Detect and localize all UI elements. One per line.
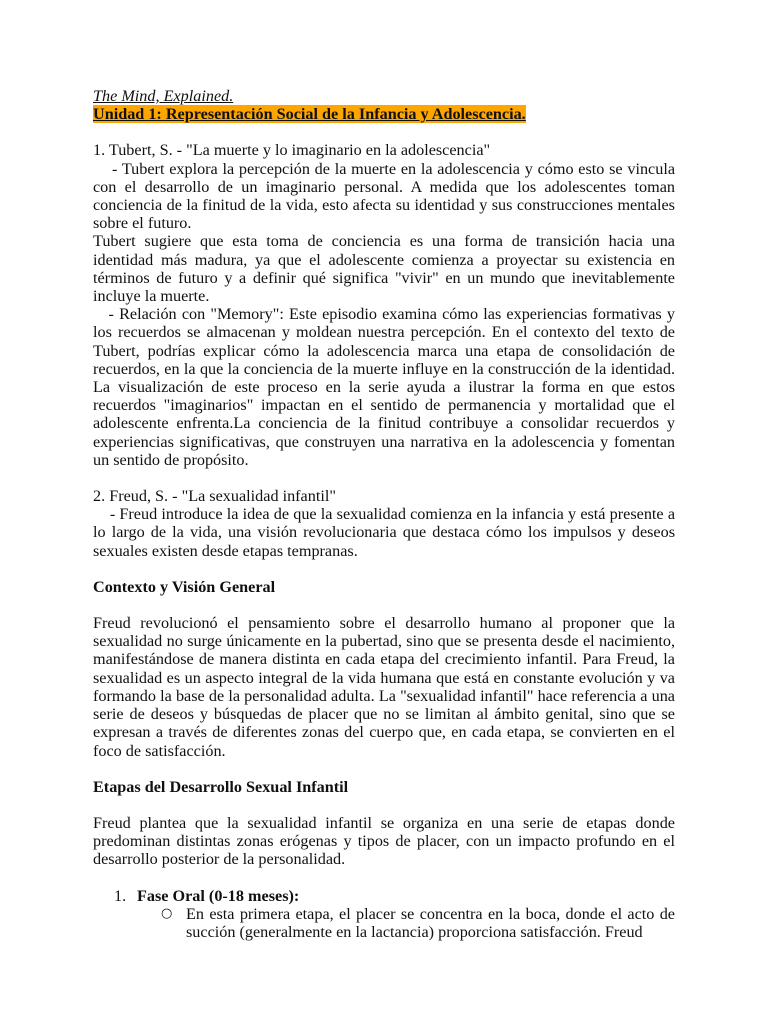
section1-paragraph-3: - Relación con "Memory": Este episodio examina cómo las experiencias formativas y los recuerdos se almacenan y moldean nuestra percepción. En el contexto del texto de Tubert, podrías explicar cómo la adolescencia marca una etapa de consolidación de recuerdos, en la que la conciencia de la muerte influye en la construcción de la identidad. La visualización de este proceso en la serie ayuda a ilustrar la forma en que estos recuerdos "imaginarios" impactan en el sentido de permanencia y mortalidad que el adolescente enfrenta.La conciencia de la finitud contribuye a consolidar recuerdos y experiencias significativas, que construyen una narrativa en la adolescencia y fomentan un sentido de propósito. xyxy=(93,305,680,469)
section-heading-context: Contexto y Visión General xyxy=(93,577,276,596)
list-item-number: 1. xyxy=(114,886,127,905)
stages-list xyxy=(93,887,675,942)
spacer xyxy=(93,469,675,487)
list-item xyxy=(93,887,675,905)
list-item-title: Fase Oral (0-18 meses): xyxy=(137,886,300,905)
spacer xyxy=(93,596,675,614)
series-title: The Mind, Explained. xyxy=(93,87,234,105)
section1-paragraph-2: Tubert sugiere que esta toma de conciencia es una forma de transición hacia una identidad más madura, ya que el adolescente comienza a proyectar su existencia en términos de futuro y a definir qué significa "vivir" en un mundo que inevitablemente incluye la muerte. xyxy=(93,232,675,306)
section2-paragraph-1: - Freud introduce la idea de que la sexualidad comienza en la infancia y está presente a lo largo de la vida, una visión revolucionaria que destaca cómo los impulsos y deseos sexuales existen desde etapas tempranas. xyxy=(93,505,680,560)
unit-title-highlight: Unidad 1: Representación Social de la Infancia y Adolescencia. xyxy=(93,105,526,124)
list-subitem-text: En esta primera etapa, el placer se concentra en la boca, donde el acto de succión (generalmente en la lactancia) proporciona satisfacción. Freud xyxy=(186,904,675,941)
spacer xyxy=(93,796,675,814)
section1-paragraph-1: - Tubert explora la percepción de la muerte en la adolescencia y cómo esto se vincula con el desarrollo de un imaginario personal. A medida que los adolescentes toman conciencia de la finitud de la vida, esto afecta su identidad y sus construcciones mentales sobre el futuro. xyxy=(93,159,680,233)
section2-title: 2. Freud, S. - "La sexualidad infantil" xyxy=(93,487,336,506)
list-subitem xyxy=(93,905,675,941)
hollow-bullet-icon: ○ xyxy=(161,905,173,921)
section2-paragraph-2: Freud revolucionó el pensamiento sobre el desarrollo humano al proponer que la sexualidad no surge únicamente en la pubertad, sino que se presenta desde el nacimiento, manifestándose de manera distinta en cada etapa del crecimiento infantil. Para Freud, la sexualidad es un aspecto integral de la vida humana que está en constante evolución y va formando la base de la personalidad adulta. La "sexualidad infantil" hace referencia a una serie de deseos y búsquedas de placer que no se limitan al ámbito genital, sino que se expresan a través de diferentes zonas del cuerpo que, en cada etapa, se convierten en el foco de satisfacción. xyxy=(93,614,675,760)
section-heading-stages: Etapas del Desarrollo Sexual Infantil xyxy=(93,777,349,796)
spacer xyxy=(93,560,675,578)
spacer xyxy=(93,760,675,778)
section2-paragraph-3: Freud plantea que la sexualidad infantil se organiza en una serie de etapas donde predominan distintas zonas erógenas y tipos de placer, con un impacto profundo en el desarrollo posterior de la personalidad. xyxy=(93,813,675,869)
spacer xyxy=(93,123,675,141)
unit-title xyxy=(93,105,675,123)
spacer xyxy=(93,869,675,887)
section1-title: 1. Tubert, S. - "La muerte y lo imaginario en la adolescencia" xyxy=(93,141,491,160)
